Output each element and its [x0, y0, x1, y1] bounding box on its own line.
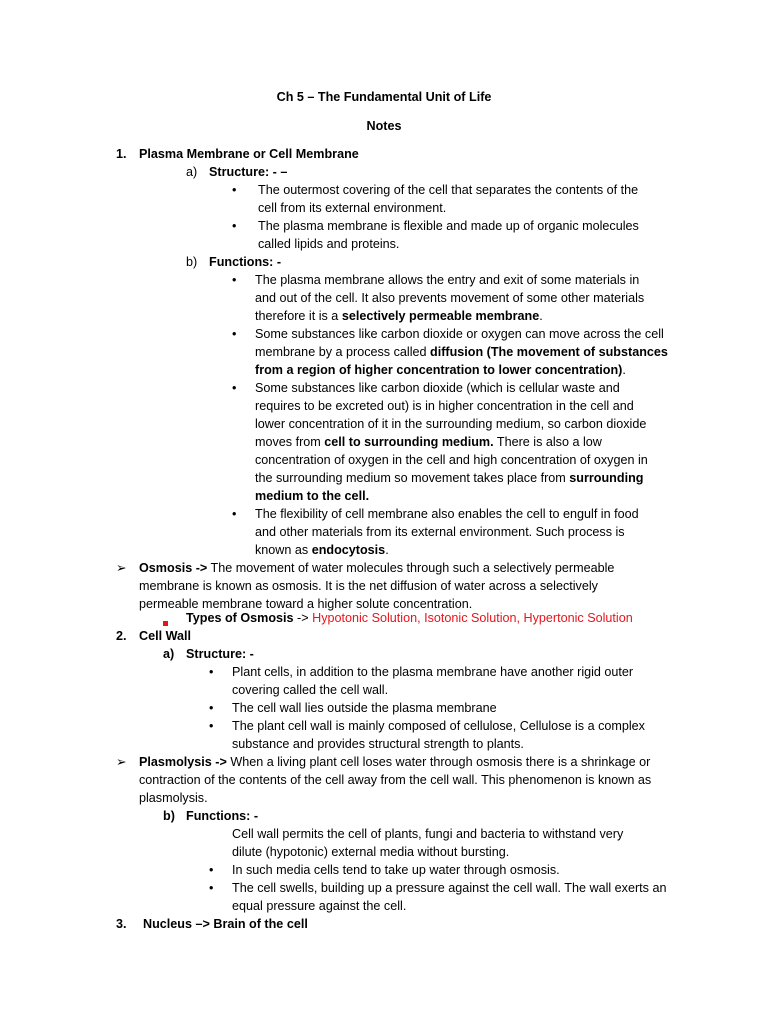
text-line: Plant cells, in addition to the plasma membrane have another rigid outer — [232, 665, 634, 679]
bullet-icon: • — [209, 665, 214, 679]
text-line: The outermost covering of the cell that separates the contents of the — [258, 183, 639, 197]
bullet-icon: • — [209, 881, 214, 895]
bullet-icon: • — [209, 701, 214, 715]
text-line: requires to be excreted out) is in higher concentration in the cell and — [255, 399, 634, 413]
text-line: equal pressure against the cell. — [232, 899, 407, 913]
text-line: The plasma membrane is flexible and made up of organic molecules — [258, 219, 639, 233]
osmosis-types: Types of Osmosis -> Hypotonic Solution, Isotonic Solution, Hypertonic Solution — [186, 611, 633, 625]
text-line: The cell swells, building up a pressure against the cell wall. The wall exerts an — [232, 881, 667, 895]
bullet-icon: • — [232, 273, 237, 287]
text-line: The plant cell wall is mainly composed of cellulose, Cellulose is a complex — [232, 719, 645, 733]
text-line: The flexibility of cell membrane also enables the cell to engulf in food — [255, 507, 639, 521]
bullet-icon: • — [209, 719, 214, 733]
bullet-icon: • — [232, 183, 237, 197]
text-line: lower concentration of it in the surrounding medium, so carbon dioxide — [255, 417, 647, 431]
page-subtitle: Notes — [366, 119, 402, 133]
text-line: membrane by a process called diffusion (The movement of substances — [255, 345, 668, 359]
text-line: covering called the cell wall. — [232, 683, 389, 697]
text-line: permeable membrane toward a higher solute concentration. — [139, 597, 473, 611]
arrow-bullet-icon: ➢ — [116, 561, 127, 575]
text-line: Osmosis -> The movement of water molecules through such a selectively permeable — [139, 561, 615, 575]
text-line: and out of the cell. It also prevents movement of some other materials — [255, 291, 645, 305]
text-line: Plasmolysis -> When a living plant cell loses water through osmosis there is a shrinkage or — [139, 755, 651, 769]
text-line: contraction of the contents of the cell away from the cell wall. This phenomenon is known as — [139, 773, 652, 787]
text-line: and other materials from its external environment. Such process is — [255, 525, 625, 539]
bullet-icon: • — [232, 219, 237, 233]
section-number: 1. — [116, 147, 127, 161]
sub-heading: Structure: - — [186, 647, 254, 661]
text-line: The cell wall lies outside the plasma membrane — [232, 701, 497, 715]
bullet-icon: • — [232, 507, 237, 521]
text-line: called lipids and proteins. — [258, 237, 400, 251]
sub-letter: a) — [186, 165, 198, 179]
sub-heading: Functions: - — [186, 809, 259, 823]
text-line: from a region of higher concentration to lower concentration). — [255, 363, 626, 377]
text-line: Some substances like carbon dioxide or oxygen can move across the cell — [255, 327, 664, 341]
section-number: 3. — [116, 917, 127, 931]
text-line: substance and provides structural strength to plants. — [232, 737, 524, 751]
text-line: known as endocytosis. — [255, 543, 389, 557]
text-line: In such media cells tend to take up water through osmosis. — [232, 863, 560, 877]
section-heading: Nucleus –> Brain of the cell — [143, 917, 308, 931]
bullet-icon: • — [209, 863, 214, 877]
text-line: the surrounding medium so movement takes place from surrounding — [255, 471, 644, 485]
section-number: 2. — [116, 629, 127, 643]
text-line: Some substances like carbon dioxide (which is cellular waste and — [255, 381, 620, 395]
page-title: Ch 5 – The Fundamental Unit of Life — [276, 90, 492, 104]
sub-heading: Functions: - — [209, 255, 282, 269]
section-heading: Plasma Membrane or Cell Membrane — [139, 147, 359, 161]
text-line: plasmolysis. — [139, 791, 208, 805]
text-line: The plasma membrane allows the entry and exit of some materials in — [255, 273, 640, 287]
text-line: moves from cell to surrounding medium. There is also a low — [255, 435, 602, 449]
text-line: concentration of oxygen in the cell and high concentration of oxygen in — [255, 453, 648, 467]
sub-letter: b) — [163, 809, 175, 823]
sub-letter: a) — [163, 647, 175, 661]
bullet-icon: • — [232, 381, 237, 395]
text-line: dilute (hypotonic) external media without bursting. — [232, 845, 510, 859]
arrow-bullet-icon: ➢ — [116, 755, 127, 769]
bullet-icon: • — [232, 327, 237, 341]
text-line: medium to the cell. — [255, 489, 370, 503]
text-line: cell from its external environment. — [258, 201, 447, 215]
text-line: Cell wall permits the cell of plants, fungi and bacteria to withstand very — [232, 827, 624, 841]
section-heading: Cell Wall — [139, 629, 192, 643]
text-line: therefore it is a selectively permeable membrane. — [255, 309, 543, 323]
sub-letter: b) — [186, 255, 198, 269]
text-line: membrane is known as osmosis. It is the net diffusion of water across a selectively — [139, 579, 598, 593]
sub-heading: Structure: - – — [209, 165, 288, 179]
